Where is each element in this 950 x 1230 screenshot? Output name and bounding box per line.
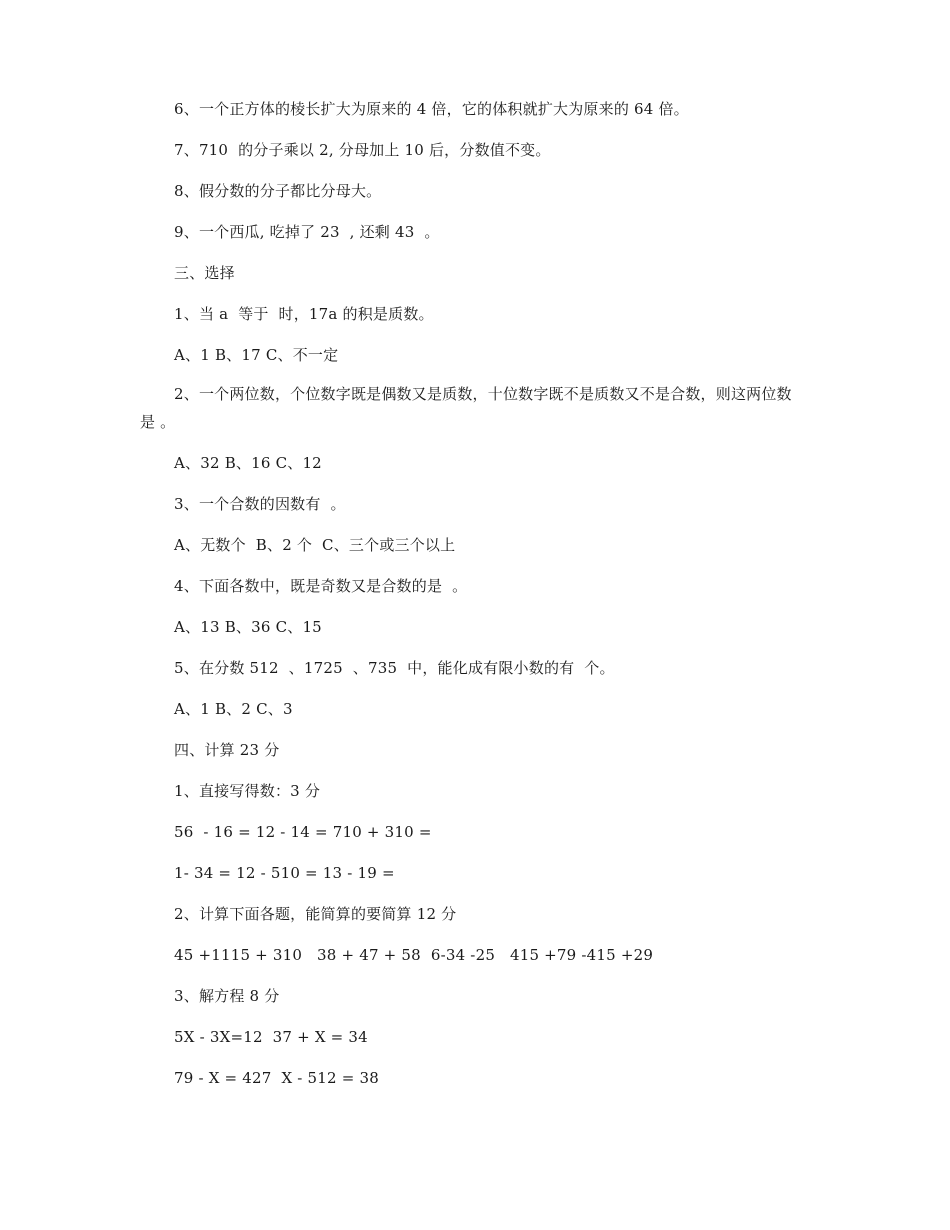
judgment-item-9: 9、一个西瓜, 吃掉了 23 , 还剩 43 。	[174, 223, 440, 241]
choice-question-5: 5、在分数 512 、1725 、735 中，能化成有限小数的有 个。	[174, 659, 615, 677]
judgment-item-7: 7、710 的分子乘以 2, 分母加上 10 后，分数值不变。	[174, 141, 551, 159]
judgment-item-8: 8、假分数的分子都比分母大。	[174, 182, 382, 200]
section-heading-choice: 三、选择	[174, 264, 235, 282]
choice-options-4: A、13 B、36 C、15	[174, 618, 322, 636]
calc-expressions-3: 45 +1115 + 310 38 + 47 + 58 6-34 -25 415 +79 -415 +29	[174, 946, 654, 964]
choice-question-3: 3、一个合数的因数有 。	[174, 495, 346, 513]
choice-question-2: 2、一个两位数，个位数字既是偶数又是质数，十位数字既不是质数又不是合数，则这两位数是 。	[140, 385, 792, 431]
calc-expressions-2: 1- 34 = 12 - 510 = 13 - 19 =	[174, 864, 395, 882]
equation-row-1: 5X - 3X=12 37 + X = 34	[174, 1028, 368, 1046]
judgment-item-6: 6、一个正方体的棱长扩大为原来的 4 倍，它的体积就扩大为原来的 64 倍。	[174, 100, 689, 118]
choice-question-1: 1、当 a 等于 时，17a 的积是质数。	[174, 305, 434, 323]
calc-subheading-2: 2、计算下面各题，能简算的要简算 12 分	[174, 905, 457, 923]
calc-subheading-3: 3、解方程 8 分	[174, 987, 280, 1005]
section-heading-calc: 四、计算 23 分	[174, 741, 280, 759]
equation-row-2: 79 - X = 427 X - 512 = 38	[174, 1069, 379, 1087]
choice-options-3: A、无数个 B、2 个 C、三个或三个以上	[174, 536, 456, 554]
choice-options-1: A、1 B、17 C、不一定	[174, 346, 339, 364]
choice-options-5: A、1 B、2 C、3	[174, 700, 293, 718]
calc-expressions-1: 56 - 16 = 12 - 14 = 710 + 310 =	[174, 823, 432, 841]
choice-question-4: 4、下面各数中，既是奇数又是合数的是 。	[174, 577, 468, 595]
calc-subheading-1: 1、直接写得数：3 分	[174, 782, 321, 800]
choice-options-2: A、32 B、16 C、12	[174, 454, 322, 472]
